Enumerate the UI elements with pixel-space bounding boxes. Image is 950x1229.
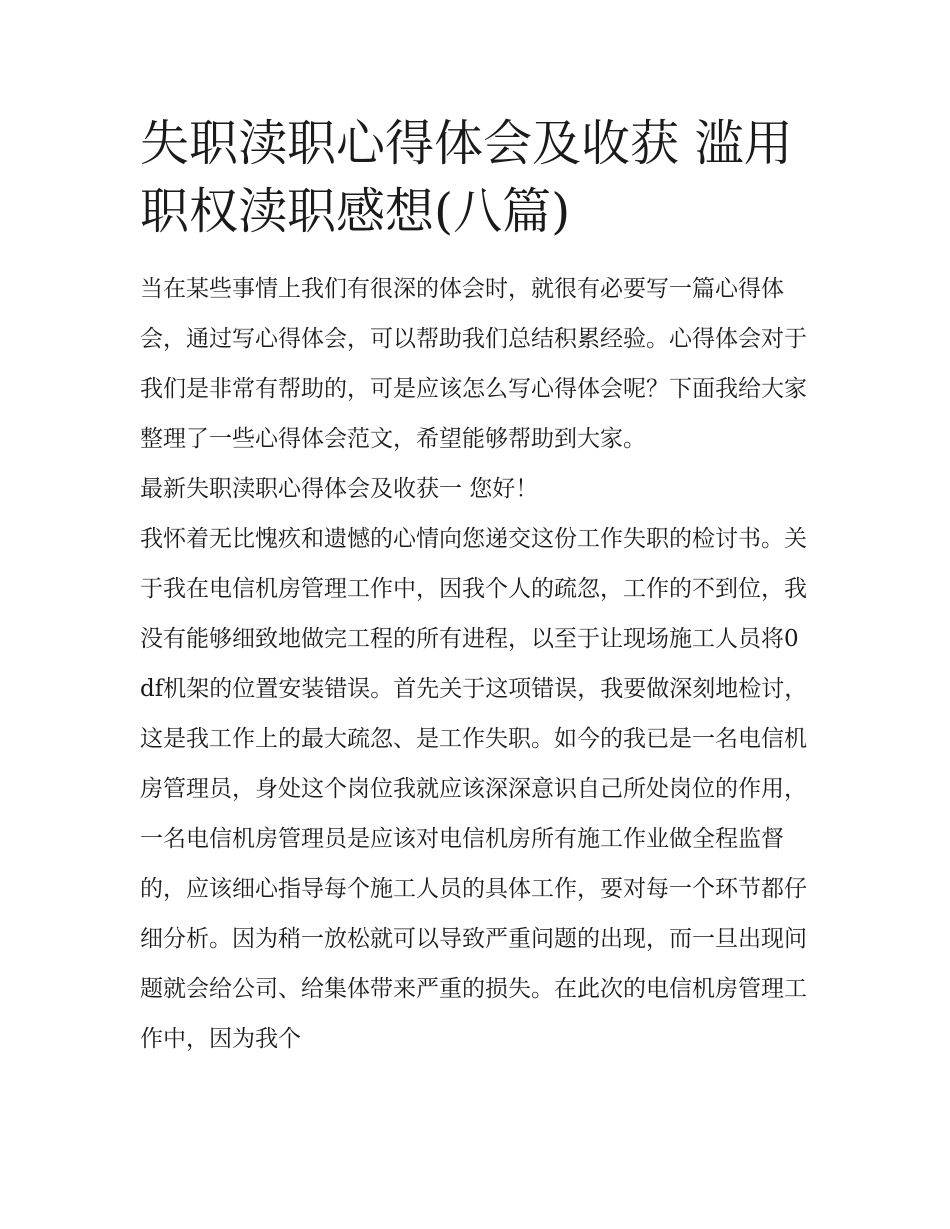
letter-paragraph: 我怀着无比愧疚和遗憾的心情向您递交这份工作失职的检讨书。关于我在电信机房管理工作中，因我个人的疏忽，工作的不到位，我没有能够细致地做完工程的所有进程，以至于让现场施工人员将0df机架的位置安装错误。首先关于这项错误，我要做深刻地检讨，这是我工作上的最大疏忽、是工作失职。如今的我已是一名电信机房管理员，身处这个岗位我就应该深深意识自己所处岗位的作用，一名电信机房管理员是应该对电信机房所有施工作业做全程监督的，应该细心指导每个施工人员的具体工作，要对每一个环节都仔细分析。因为稍一放松就可以导致严重问题的出现，而一旦出现问题就会给公司、给集体带来严重的损失。在此次的电信机房管理工作中，因为我个 — [140, 526, 808, 1052]
document-title: 失职渎职心得体会及收获 滥用职权渎职感想(八篇) — [140, 115, 793, 240]
document-body — [140, 264, 812, 1064]
intro-paragraph: 当在某些事情上我们有很深的体会时，就很有必要写一篇心得体会，通过写心得体会，可以帮助我们总结积累经验。心得体会对于我们是非常有帮助的，可是应该怎么写心得体会呢？下面我给大家整理了一些心得体会范文，希望能够帮助到大家。 — [140, 276, 807, 452]
document-content — [140, 110, 812, 1064]
section-heading-paragraph: 最新失职渎职心得体会及收获一 您好！ — [140, 476, 539, 502]
